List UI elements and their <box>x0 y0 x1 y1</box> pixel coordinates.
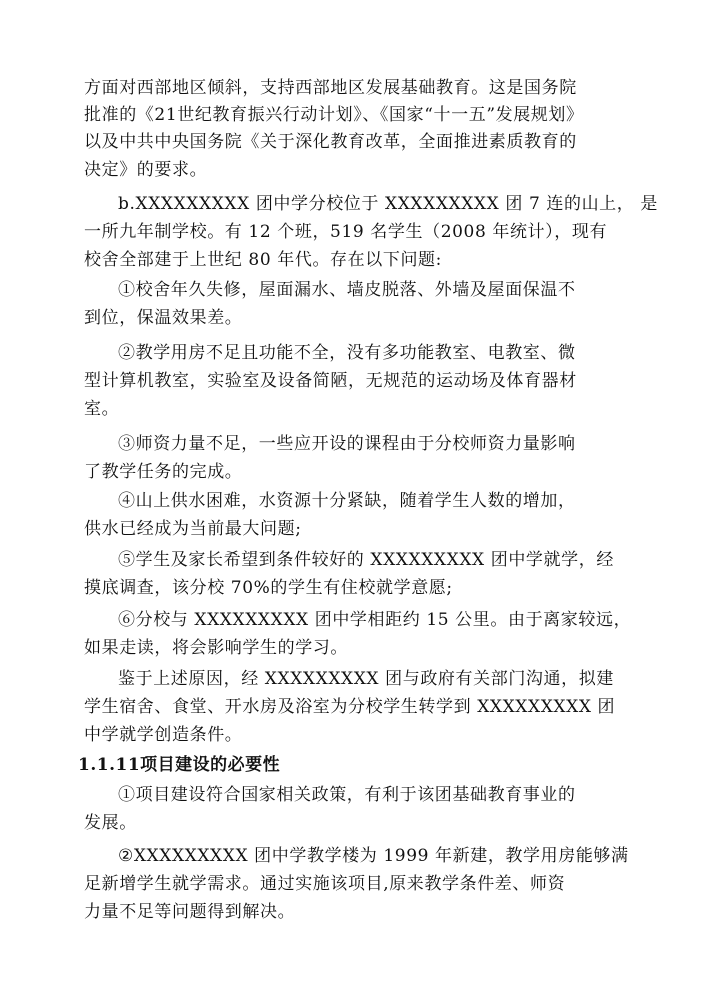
paragraph-line: 了教学任务的完成。 <box>84 462 243 482</box>
paragraph-line: 一所九年制学校。有 12 个班，519 名学生（2008 年统计），现有 <box>84 222 608 242</box>
paragraph-line: 力量不足等问题得到解决。 <box>84 902 296 922</box>
paragraph-line: 如果走读，将会影响学生的学习。 <box>84 638 348 658</box>
paragraph-line: 以及中共中央国务院《关于深化教育改革，全面推进素质教育的 <box>84 132 577 152</box>
paragraph-line: 发展。 <box>84 813 137 833</box>
paragraph-line: 决定》的要求。 <box>84 160 208 180</box>
paragraph-line: 足新增学生就学需求。通过实施该项目,原来教学条件差、师资 <box>84 874 566 894</box>
paragraph-line: b.XXXXXXXXX 团中学分校位于 XXXXXXXXX 团 7 连的山上， 是 <box>118 194 658 214</box>
paragraph-line: 批准的《21世纪教育振兴行动计划》、《国家“十一五”发展规划》 <box>84 105 584 125</box>
paragraph-line: 学生宿舍、食堂、开水房及浴室为分校学生转学到 XXXXXXXXX 团 <box>84 697 616 717</box>
paragraph-line: 方面对西部地区倾斜，支持西部地区发展基础教育。这是国务院 <box>84 78 577 98</box>
list-item: ②XXXXXXXXX 团中学教学楼为 1999 年新建，教学用房能够满 <box>118 846 629 866</box>
paragraph-line: 摸底调查，该分校 70%的学生有住校就学意愿; <box>84 578 453 598</box>
paragraph-line: 室。 <box>84 399 120 419</box>
paragraph-line: 鉴于上述原因，经 XXXXXXXXX 团与政府有关部门沟通，拟建 <box>118 669 614 689</box>
list-item: ③师资力量不足，一些应开设的课程由于分校师资力量影响 <box>118 434 576 454</box>
section-heading: 1.1.11项目建设的必要性 <box>78 755 281 775</box>
list-item: ⑤学生及家长希望到条件较好的 XXXXXXXXX 团中学就学，经 <box>118 550 614 570</box>
list-item: ②教学用房不足且功能不全，没有多功能教室、电教室、微 <box>118 343 576 363</box>
paragraph-line: 中学就学创造条件。 <box>84 725 243 745</box>
list-item: ④山上供水困难，水资源十分紧缺，随着学生人数的增加， <box>118 491 576 511</box>
list-item: ⑥分校与 XXXXXXXXX 团中学相距约 15 公里。由于离家较远， <box>118 610 632 630</box>
paragraph-line: 型计算机教室，实验室及设备简陋，无规范的运动场及体育器材 <box>84 371 577 391</box>
paragraph-line: 校舍全部建于上世纪 80 年代。存在以下问题: <box>84 250 442 270</box>
paragraph-line: 供水已经成为当前最大问题; <box>84 519 302 539</box>
paragraph-line: 到位，保温效果差。 <box>84 308 243 328</box>
list-item: ①校舍年久失修，屋面漏水、墙皮脱落、外墙及屋面保温不 <box>118 280 576 300</box>
list-item: ①项目建设符合国家相关政策，有利于该团基础教育事业的 <box>118 785 576 805</box>
